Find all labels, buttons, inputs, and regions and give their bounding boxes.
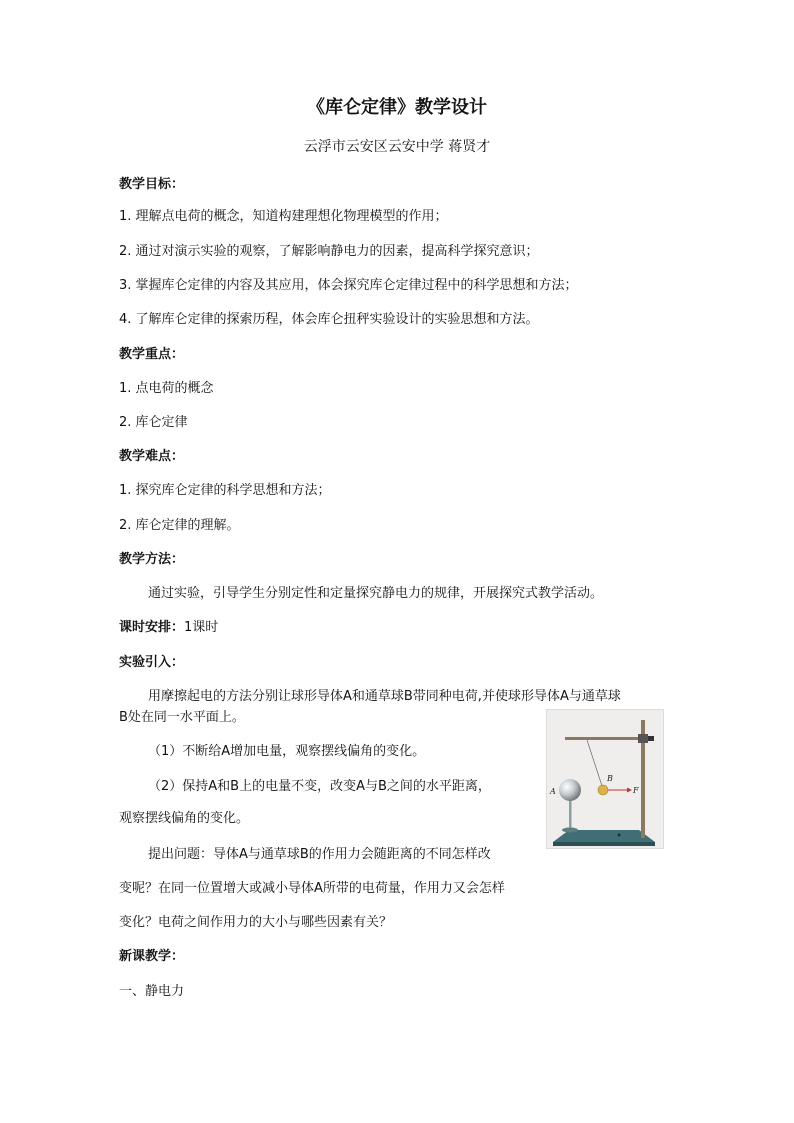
- clamp-screw: [648, 736, 654, 741]
- objective-item: 1. 理解点电荷的概念，知道构建理想化物理模型的作用；: [119, 209, 448, 224]
- sphere-stand-base: [562, 828, 578, 833]
- intro-heading: 实验引入：: [119, 655, 185, 670]
- base-plate-edge: [553, 842, 655, 846]
- clamp: [638, 734, 648, 743]
- difficulties-heading: 教学难点：: [119, 449, 185, 464]
- experiment-figure: [546, 709, 664, 849]
- label-f: F: [633, 786, 639, 795]
- conductor-sphere-a: [559, 779, 581, 801]
- schedule-value: 1课时: [184, 620, 219, 635]
- intro-paragraph-line: 用摩擦起电的方法分别让球形导体A和通草球B带同种电荷,并使球形导体A与通草球: [148, 689, 621, 704]
- newlesson-heading: 新课教学：: [119, 949, 185, 964]
- schedule-heading: 课时安排：: [119, 620, 185, 635]
- author-line: 云浮市云安区云安中学 蒋贤才: [303, 139, 491, 155]
- keypoint-item: 2. 库仑定律: [119, 415, 188, 430]
- label-b: B: [607, 774, 613, 783]
- question-line: 变化？电荷之间作用力的大小与哪些因素有关？: [119, 915, 393, 930]
- keypoint-item: 1. 点电荷的概念: [119, 381, 214, 396]
- question-line: 提出问题：导体A与通草球B的作用力会随距离的不同怎样改: [148, 847, 491, 862]
- intro-paragraph-line: B处在同一水平面上。: [119, 710, 245, 725]
- methods-heading: 教学方法：: [119, 552, 185, 567]
- difficulty-item: 1. 探究库仑定律的科学思想和方法；: [119, 483, 331, 498]
- pendulum-apparatus-diagram: [547, 710, 663, 848]
- sphere-stand: [569, 800, 572, 828]
- keypoints-heading: 教学重点：: [119, 347, 185, 362]
- label-a: A: [550, 787, 556, 796]
- force-arrowhead: [627, 788, 632, 793]
- page-title: 《库仑定律》教学设计: [307, 97, 487, 118]
- pith-ball-b: [598, 785, 608, 795]
- objectives-heading: 教学目标：: [119, 177, 185, 192]
- methods-text: 通过实验，引导学生分别定性和定量探究静电力的规律，开展探究式教学活动。: [148, 586, 604, 601]
- intro-step-1: （1）不断给A增加电量，观察摆线偏角的变化。: [148, 744, 426, 759]
- intro-step-2: （2）保持A和B上的电量不变，改变A与B之间的水平距离，: [148, 779, 491, 794]
- intro-step-2-cont: 观察摆线偏角的变化。: [119, 811, 250, 826]
- schedule-line: [119, 619, 218, 637]
- stand-arm: [565, 737, 645, 740]
- section-static-electric-force: 一、静电力: [119, 984, 185, 999]
- difficulty-item: 2. 库仑定律的理解。: [119, 518, 240, 533]
- objective-item: 2. 通过对演示实验的观察，了解影响静电力的因素，提高科学探究意识；: [119, 244, 539, 259]
- objective-item: 4. 了解库仑定律的探索历程，体会库仑扭秤实验设计的实验思想和方法。: [119, 312, 539, 327]
- pendulum-thread: [587, 740, 603, 789]
- objective-item: 3. 掌握库仑定律的内容及其应用，体会探究库仑定律过程中的科学思想和方法；: [119, 278, 578, 293]
- question-line: 变呢？在同一位置增大或减小导体A所带的电荷量，作用力又会怎样: [119, 881, 505, 896]
- base-hole: [618, 834, 621, 837]
